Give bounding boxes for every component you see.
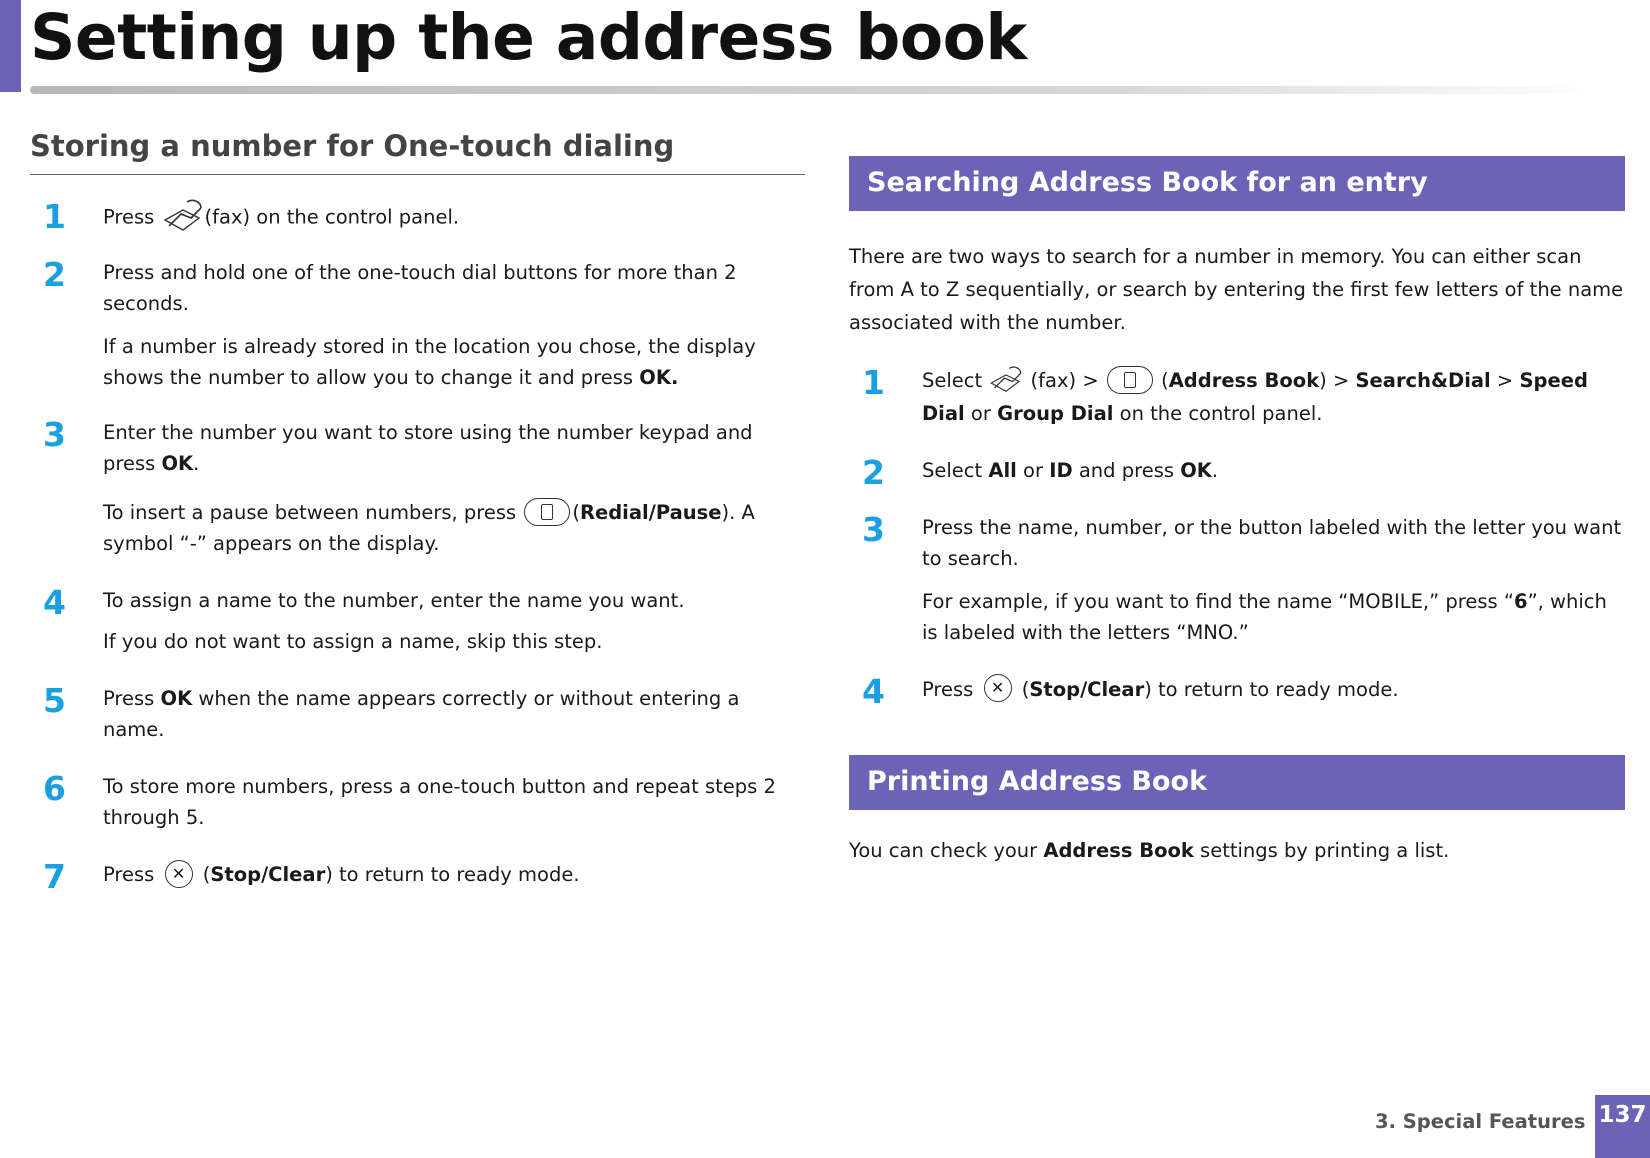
step-text <box>103 683 805 745</box>
section-title: Searching Address Book for an entry <box>867 167 1428 198</box>
search-step-4 <box>849 671 1625 711</box>
step-text-part: or <box>964 401 998 425</box>
step-bold: Search&Dial <box>1355 369 1491 392</box>
note-text: ”, which is labeled with the letters “MNO.” <box>922 589 1607 644</box>
note-text: If a number is already stored in the location you chose, the display shows the number to allow you to change it and press <box>103 335 756 389</box>
step-number: 5 <box>43 681 66 720</box>
note-text: To insert a pause between numbers, press <box>103 501 523 524</box>
step-text <box>922 674 1625 705</box>
step-text <box>922 455 1625 486</box>
page-title: Setting up the address book <box>30 1 1027 74</box>
step-text-part: and press <box>1072 458 1181 482</box>
note-text: ( <box>572 501 580 524</box>
note-bold: Redial/Pause <box>579 501 722 524</box>
para-text: settings by printing a list. <box>1193 838 1450 862</box>
step-number: 3 <box>43 415 66 454</box>
step-number: 6 <box>43 769 66 808</box>
step-text-part: (fax) > <box>1024 369 1105 392</box>
step-text-part: ( <box>1015 677 1030 701</box>
step-text-part: . <box>193 452 200 475</box>
step-number: 4 <box>862 671 885 711</box>
step-text: To store more numbers, press a one-touch button and repeat steps 2 through 5. <box>103 775 776 829</box>
step-text-part: Select <box>922 458 989 482</box>
step-text: Press the name, number, or the button labeled with the letter you want to search. <box>922 515 1622 570</box>
step-text-part: ( <box>196 863 211 886</box>
para-text: You can check your <box>849 838 1044 862</box>
address-book-button-icon <box>1107 366 1153 394</box>
right-column <box>849 156 1625 867</box>
step-bold: All <box>988 458 1017 482</box>
step-text-part: ) to return to ready mode. <box>325 863 580 886</box>
search-step-3 <box>849 509 1625 648</box>
footer-chapter: 3. Special Features <box>1375 1110 1586 1133</box>
stop-clear-icon: ✕ <box>165 860 193 888</box>
step-bold: OK <box>160 687 193 710</box>
left-column <box>30 128 805 896</box>
step-text-part: > <box>1490 369 1520 392</box>
step-number: 7 <box>43 857 66 896</box>
section-title: Printing Address Book <box>867 765 1208 797</box>
step-bold: Address Book <box>1168 369 1320 392</box>
step-text-part: Press <box>103 205 161 229</box>
step-note <box>103 331 805 393</box>
stop-clear-icon: ✕ <box>984 674 1012 702</box>
step-text <box>103 417 805 479</box>
step-2 <box>30 257 805 393</box>
note-text: For example, if you want to find the name “MOBILE,” press “ <box>922 589 1514 613</box>
step-text: To assign a name to the number, enter the name you want. <box>103 589 685 612</box>
note-text: ). A symbol “-” appears on the display. <box>103 501 755 555</box>
step-text <box>922 365 1625 429</box>
step-bold: Group Dial <box>997 401 1114 425</box>
step-7 <box>30 857 805 896</box>
search-intro: There are two ways to search for a number in memory. You can either scan from A to Z sequentially, or search by entering the first few letters of the name associated with the number. <box>849 245 1624 334</box>
step-bold: OK <box>161 452 194 475</box>
step-1 <box>30 199 805 237</box>
step-bold: OK <box>1180 458 1212 482</box>
step-note <box>922 586 1625 648</box>
step-number: 1 <box>862 363 885 402</box>
step-text-part: Select <box>922 369 989 392</box>
note-bold: OK. <box>639 366 679 389</box>
step-6 <box>30 771 805 833</box>
heading-rule <box>30 174 805 175</box>
step-text-part: Enter the number you want to store using the number keypad and press <box>103 421 753 475</box>
step-bold: Speed Dial <box>922 369 1588 425</box>
footer-page-number: 137 <box>1595 1095 1650 1158</box>
step-number: 2 <box>862 452 885 492</box>
step-note <box>103 497 805 559</box>
step-number: 4 <box>43 583 66 622</box>
section-header-print <box>849 755 1625 810</box>
fax-icon <box>161 196 205 234</box>
step-text-part: ) to return to ready mode. <box>1144 677 1399 701</box>
step-number: 3 <box>862 509 885 549</box>
step-number: 1 <box>43 197 66 236</box>
search-steps <box>849 363 1625 711</box>
step-text-part: when the name appears correctly or without entering a name. <box>103 687 740 741</box>
step-text-part: (fax) on the control panel. <box>204 205 460 229</box>
step-text-part: or <box>1016 458 1050 482</box>
fax-icon <box>988 363 1024 395</box>
step-3 <box>30 417 805 559</box>
step-number: 2 <box>43 255 66 294</box>
title-rule <box>30 86 1600 94</box>
redial-pause-button-icon <box>524 498 570 526</box>
step-text-part: ) > <box>1319 369 1356 392</box>
step-note: If you do not want to assign a name, skip this step. <box>103 630 603 653</box>
step-text-part: ( <box>1154 369 1169 392</box>
section-heading-one-touch: Storing a number for One-touch dialing <box>30 129 675 163</box>
search-step-1 <box>849 365 1625 429</box>
step-text-part: Press <box>922 677 980 701</box>
search-step-2 <box>849 452 1625 492</box>
step-text-part: . <box>1211 458 1219 482</box>
step-4 <box>30 585 805 657</box>
title-accent-bar <box>0 0 21 92</box>
step-text-part: Press <box>103 863 161 886</box>
step-bold: Stop/Clear <box>210 863 326 886</box>
note-bold: 6 <box>1513 589 1528 613</box>
one-touch-steps <box>30 197 805 896</box>
print-paragraph <box>849 834 1625 867</box>
step-text: Press and hold one of the one-touch dial buttons for more than 2 seconds. <box>103 261 737 315</box>
step-text-part: on the control panel. <box>1113 401 1323 425</box>
step-text <box>103 859 805 890</box>
section-header-search <box>849 156 1625 211</box>
para-bold: Address Book <box>1043 838 1194 862</box>
step-text <box>103 199 805 237</box>
step-bold: Stop/Clear <box>1029 677 1145 701</box>
step-text-part: Press <box>103 687 161 710</box>
step-5 <box>30 683 805 745</box>
step-bold: ID <box>1049 458 1073 482</box>
